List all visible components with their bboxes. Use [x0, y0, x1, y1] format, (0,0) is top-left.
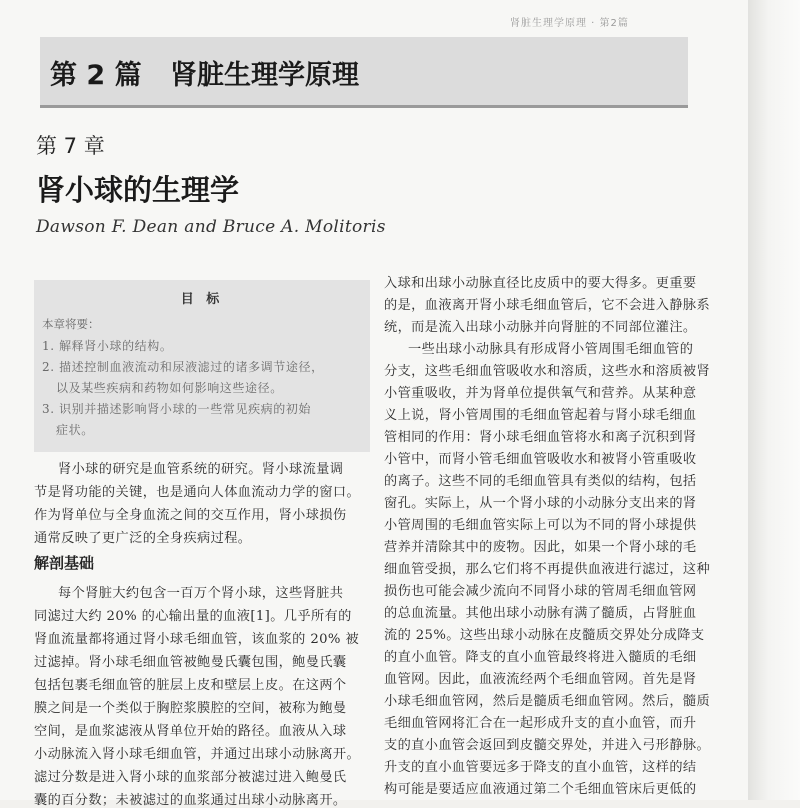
body-text-line: 作为肾单位与全身血流之间的交互作用，肾小球损伤: [34, 508, 347, 523]
body-text-line: 每个肾脏大约包含一百万个肾小球，这些肾脏共: [58, 586, 344, 601]
body-text-line: 小动脉流入肾小球毛细血管，并通过出球小动脉离开。: [34, 747, 361, 762]
body-text-line: 肾小球的研究是血管系统的研究。肾小球流量调: [58, 462, 344, 477]
body-text-line: 支的直小血管会返回到皮髓交界处，并进入弓形静脉。: [384, 738, 711, 753]
part-title: 肾脏生理学原理: [170, 60, 359, 91]
section-heading: 解剖基础: [34, 554, 95, 572]
body-text-line: 营养并清除其中的废物。因此，如果一个肾小球的毛: [384, 540, 697, 555]
body-text-line: 同滤过大约 20% 的心输出量的血液[1]。几乎所有的: [34, 609, 352, 624]
body-text-line: 小球毛细血管网，然后是髓质毛细血管网。然后，髓质: [384, 694, 711, 709]
body-text-line: 囊的百分数；未被滤过的血浆通过出球小动脉离开。: [34, 793, 347, 808]
body-text-line: 小管中，而肾小管毛细血管吸收水和被肾小管重吸收: [384, 452, 697, 467]
objective-line: 以及某些疾病和药物如何影响这些途径。: [56, 381, 283, 395]
body-text-line: 义上说，肾小管周围的毛细血管起着与肾小球毛细血: [384, 408, 697, 423]
objectives-list: [42, 336, 364, 441]
body-text-line: 分支，这些毛细血管吸收水和溶质，这些水和溶质被肾: [384, 364, 711, 379]
body-text-line: 通常反映了更广泛的全身疾病过程。: [34, 531, 252, 546]
objective-line: 1. 解释肾小球的结构。: [42, 339, 173, 353]
body-text-line: 构可能是要适应血液通过第二个毛细血管床后更低的: [384, 782, 697, 797]
body-text-line: 流的 25%。这些出球小动脉在皮髓质交界处分成降支: [384, 628, 705, 643]
body-text-line: 膜之间是一个类似于胸腔浆膜腔的空间，被称为鲍曼: [34, 701, 347, 716]
chapter-authors: Dawson F. Dean and Bruce A. Molitoris: [36, 217, 386, 237]
part-number: 第 2 篇: [50, 60, 142, 91]
body-text-line: 窗孔。实际上，从一个肾小球的小动脉分支出来的肾: [384, 496, 697, 511]
body-text-line: 升支的直小血管要远多于降支的直小血管，这样的结: [384, 760, 697, 775]
body-text-line: 一些出球小动脉具有形成肾小管周围毛细血管的: [408, 342, 694, 357]
objective-line: 3. 识别并描述影响肾小球的一些常见疾病的初始: [42, 402, 312, 416]
body-text-line: 包括包裹毛细血管的脏层上皮和壁层上皮。在这两个: [34, 678, 347, 693]
objectives-title: 目 标: [180, 292, 224, 307]
body-text-line: 滤过分数是进入肾小球的血浆部分被滤过进入鲍曼氏: [34, 770, 347, 785]
body-text-line: 细血管受损，那么它们将不再提供血液进行滤过，这种: [384, 562, 711, 577]
chapter-title: 肾小球的生理学: [36, 173, 240, 207]
body-text-line: 入球和出球小动脉直径比皮质中的要大得多。更重要: [384, 276, 697, 291]
body-text-line: 的离子。这些不同的毛细血管具有类似的结构，包括: [384, 474, 697, 489]
objective-line: 症状。: [56, 423, 94, 437]
chapter-label: 第 7 章: [36, 134, 105, 158]
body-text-line: 节是肾功能的关键，也是通向人体血流动力学的窗口。: [34, 485, 361, 500]
body-text-line: 血管网。因此，血液流经两个毛细血管网。首先是肾: [384, 672, 697, 687]
body-text-line: 的总血流量。其他出球小动脉有满了髓质，占肾脏血: [384, 606, 697, 621]
body-text-line: 统，而是流入出球小动脉并向肾脏的不同部位灌注。: [384, 320, 697, 335]
body-text-line: 过滤掉。肾小球毛细血管被鲍曼氏囊包围，鲍曼氏囊: [34, 655, 347, 670]
body-text-line: 管相同的作用：肾小球毛细血管将水和离子沉积到肾: [384, 430, 697, 445]
objectives-intro: 本章将要：: [42, 317, 100, 331]
body-text-line: 空间，是血浆滤液从肾单位开始的路径。血液从入球: [34, 724, 347, 739]
part-banner: [40, 37, 688, 108]
body-text-line: 的直小血管。降支的直小血管最终将进入髓质的毛细: [384, 650, 697, 665]
body-text-line: 的是，血液离开肾小球毛细血管后，它不会进入静脉系: [384, 298, 711, 313]
page-gutter: [748, 0, 800, 800]
running-head: 肾脏生理学原理 · 第2篇: [510, 18, 629, 29]
objective-line: 2. 描述控制血液流动和尿液滤过的诸多调节途径，: [42, 360, 324, 374]
body-text-line: 损伤也可能会减少流向不同肾小球的管周毛细血管网: [384, 584, 697, 599]
body-text-line: 小管周围的毛细血管实际上可以为不同的肾小球提供: [384, 518, 697, 533]
body-text-line: 毛细血管网将汇合在一起形成升支的直小血管，而升: [384, 716, 697, 731]
body-text-line: 小管重吸收，并为肾单位提供氧气和营养。从某种意: [384, 386, 697, 401]
objectives-box: [34, 280, 370, 452]
body-text-line: 肾血流量都将通过肾小球毛细血管，该血浆的 20% 被: [34, 632, 360, 647]
